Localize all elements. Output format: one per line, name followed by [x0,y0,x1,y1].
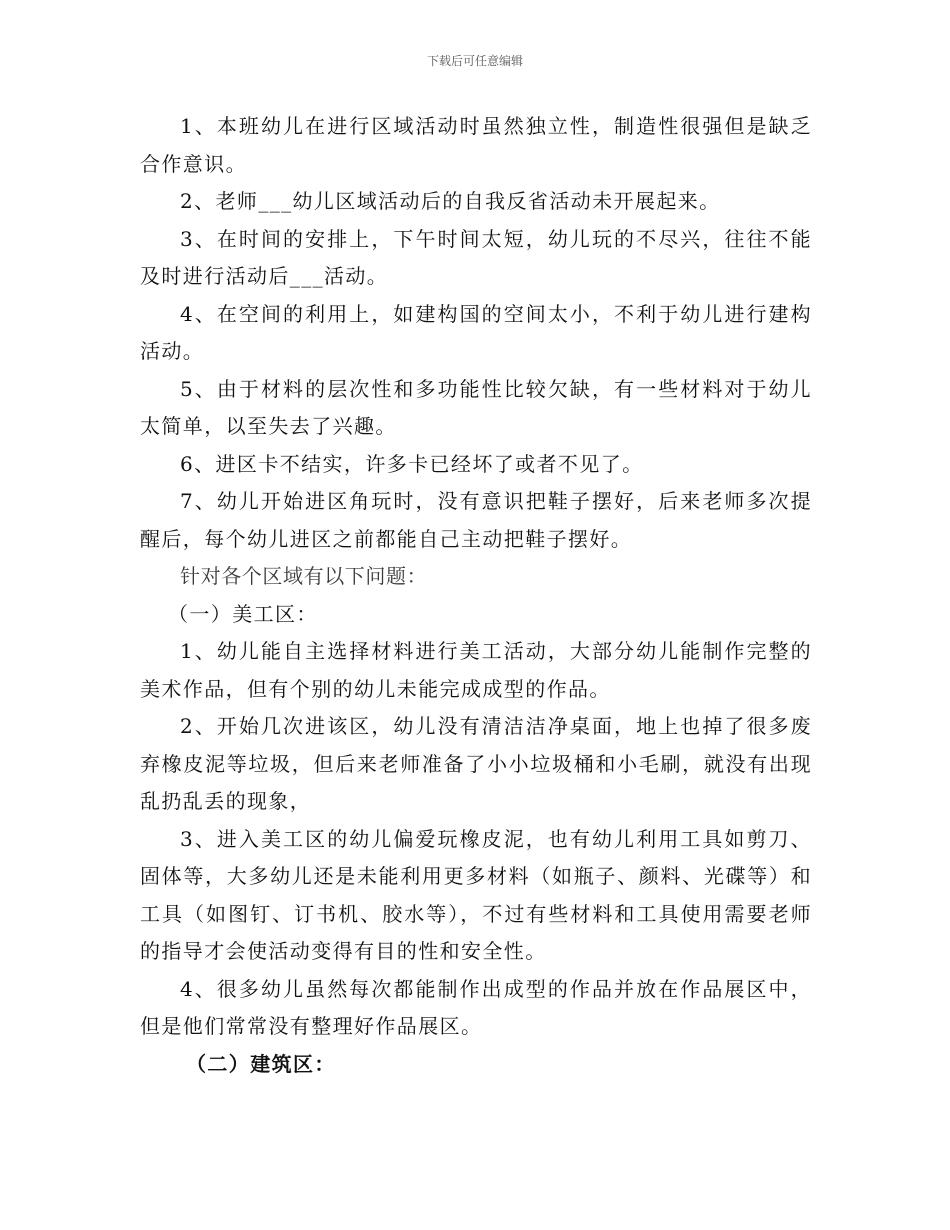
subheading-building-area: （二）建筑区： [186,1051,336,1076]
art-paragraph-4: 4、很多幼儿虽然每次都能制作出成型的作品并放在作品展区中，但是他们常常没有整理好作品展区。 [140,976,812,1038]
art-paragraph-2: 2、开始几次进该区，幼儿没有清洁洁净桌面，地上也掉了很多废弃橡皮泥等垃圾，但后来老师准备了小小垃圾桶和小毛刷，就没有出现乱扔乱丢的现象， [140,714,812,813]
paragraph-1: 1、本班幼儿在进行区域活动时虽然独立性，制造性很强但是缺乏合作意识。 [140,114,812,176]
subheading-art-area: （一）美工区： [168,601,318,626]
paragraph-4: 4、在空间的利用上，如建构国的空间太小，不利于幼儿进行建构活动。 [140,301,812,363]
art-paragraph-1: 1、幼儿能自主选择材料进行美工活动，大部分幼儿能制作完整的美术作品，但有个别的幼儿未能完成成型的作品。 [140,639,812,701]
art-paragraph-3: 3、进入美工区的幼儿偏爱玩橡皮泥，也有幼儿利用工具如剪刀、固体等，大多幼儿还是未能利用更多材料（如瓶子、颜料、光碟等）和工具（如图钉、订书机、胶水等），不过有些材料和工具使用需要老师的指导才会使活动变得有目的性和安全性。 [140,826,812,963]
paragraph-2: 2、老师___幼儿区域活动后的自我反省活动未开展起来。 [180,189,721,213]
paragraph-6: 6、进区卡不结实，许多卡已经坏了或者不见了。 [180,451,644,476]
paragraph-3: 3、在时间的安排上，下午时间太短，幼儿玩的不尽兴，往往不能及时进行活动后___活动。 [140,226,812,288]
section-intro: 针对各个区域有以下问题： [180,564,428,588]
page-header: 下载后可任意编辑 [426,54,523,68]
paragraph-7: 7、幼儿开始进区角玩时，没有意识把鞋子摆好，后来老师多次提醒后，每个幼儿进区之前都能自己主动把鞋子摆好。 [140,489,812,551]
paragraph-5: 5、由于材料的层次性和多功能性比较欠缺，有一些材料对于幼儿太简单，以至失去了兴趣。 [140,376,812,438]
document-body [140,108,812,1083]
